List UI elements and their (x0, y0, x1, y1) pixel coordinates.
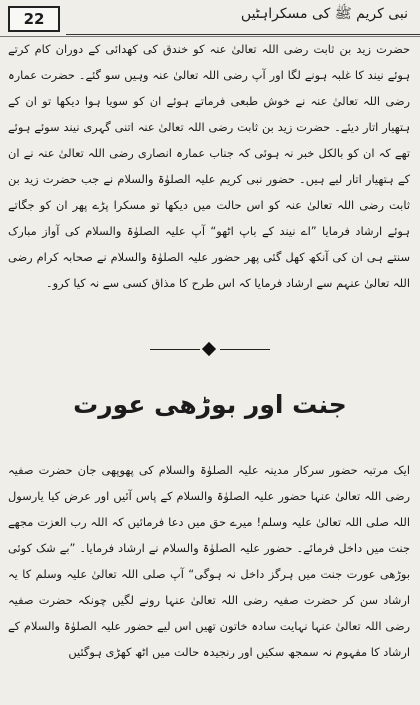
story-paragraph-1: حضرت زید بن ثابت رضی اللہ تعالیٰ عنہ کو خندق کی کھدائی کے دوران کام کرتے ہوئے نیند کا غلبہ ہونے لگا اور آپ رضی اللہ تعالیٰ عنہ وہیں سو گئے۔ حضرت عمارہ رضی اللہ تعالیٰ عنہ نے خوش طبعی فرماتے ہوئے ان کو سویا ہوا دیکھا تو ان کے ہتھیار اتار دیئے۔ حضرت زید بن ثابت رضی اللہ تعالیٰ عنہ اتنی گہری نیند سوئے ہوئے تھے کہ ان کو بالکل خبر نہ ہوئی کہ جناب عمارہ انصاری رضی اللہ تعالیٰ عنہ نے ان کے ہتھیار اتار لیے ہیں۔ حضور نبی کریم علیہ الصلوٰۃ والسلام نے جب حضرت زید بن ثابت رضی اللہ تعالیٰ عنہ کو اس حالت میں دیکھا تو مسکرا پڑے پھر ان کو جگاتے ہوئے ارشاد فرمایا ”اے نیند کے باپ اٹھو“ آپ علیہ الصلوٰۃ والسلام کی آواز مبارک سنتے ہی ان کی آنکھ کھل گئی پھر حضور علیہ الصلوٰۃ والسلام نے صحابہ کرام رضی اللہ تعالیٰ عنہم سے ارشاد فرمایا کہ اس طرح کا مذاق کسی سے نہ کیا کرو۔ (8, 42, 410, 290)
story-paragraph-2: ایک مرتبہ حضور سرکار مدینہ علیہ الصلوٰۃ والسلام کی پھوپھی جان حضرت صفیہ رضی اللہ تعالیٰ عنہا حضور علیہ الصلوٰۃ والسلام کے پاس آئیں اور عرض کیا یارسول اللہ صلی اللہ تعالیٰ علیہ وسلم! میرے حق میں دعا فرمائیں کہ اللہ رب العزت مجھے جنت میں داخل فرمائے۔ حضور علیہ الصلوٰۃ والسلام نے ارشاد فرمایا۔ ”بے شک کوئی بوڑھی عورت جنت میں ہرگز داخل نہ ہوگی“ آپ صلی اللہ تعالیٰ علیہ وسلم کا یہ ارشاد سن کر حضرت صفیہ رضی اللہ تعالیٰ عنہا رونے لگیں چونکہ حضرت صفیہ رضی اللہ تعالیٰ عنہا نہایت سادہ خاتون تھیں اس لیے حضور علیہ الصلوٰۃ والسلام کے ارشاد کا مفہوم نہ سمجھ سکیں اور رنجیدہ حالت میں اٹھ کھڑی ہوگئیں (8, 463, 410, 659)
header-rule (66, 34, 420, 35)
page-header (0, 0, 420, 30)
running-head: نبی کریم ﷺ کی مسکراہٹیں (240, 6, 408, 22)
section-ornament (150, 344, 270, 356)
page-number: 22 (8, 6, 60, 32)
section-title: جنت اور بوڑھی عورت (73, 390, 347, 419)
diamond-icon (202, 342, 216, 356)
